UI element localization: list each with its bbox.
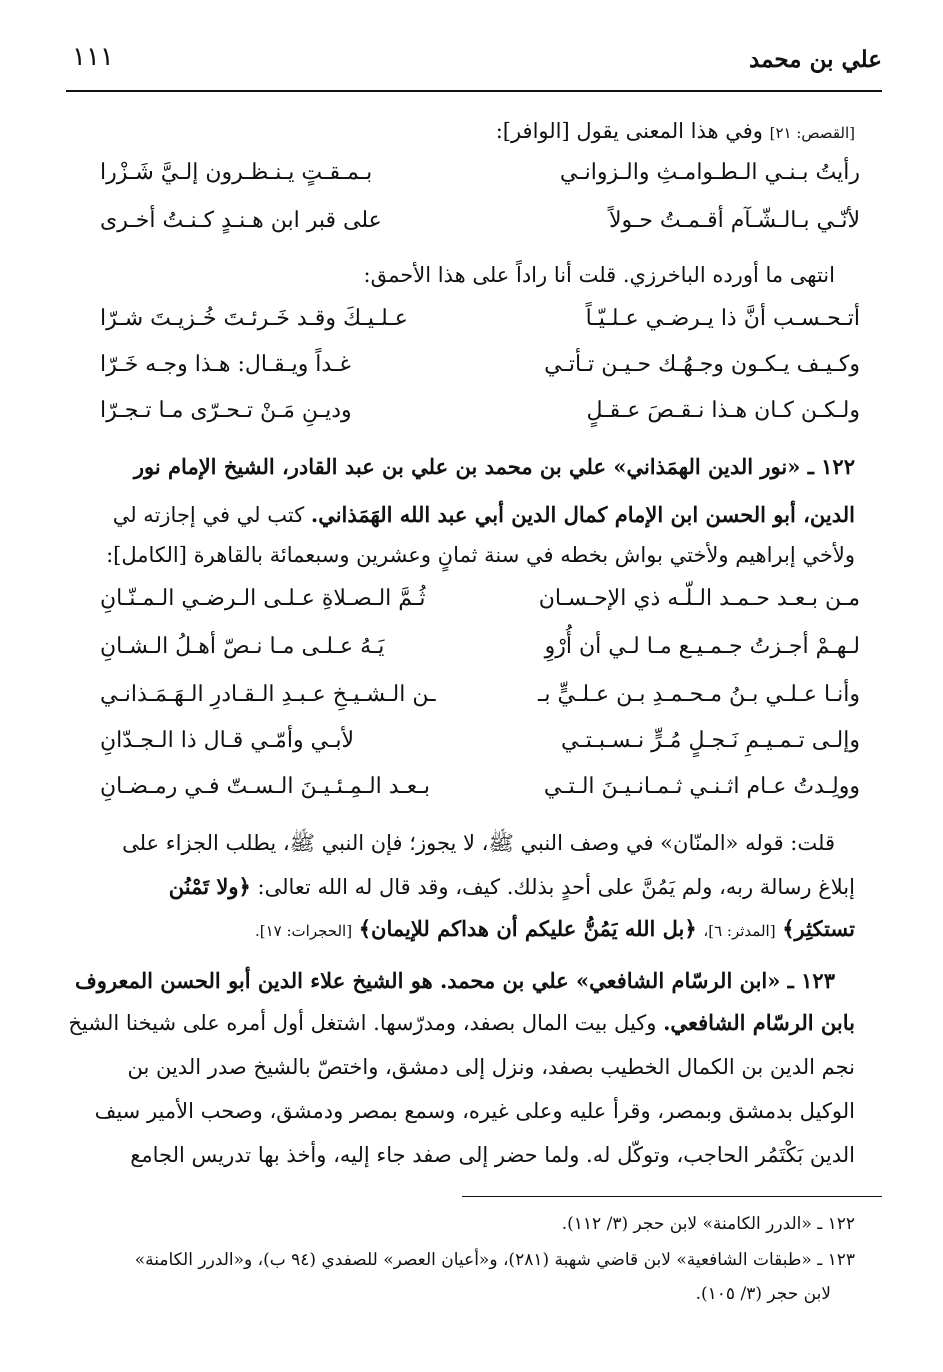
paragraph-line bbox=[169, 872, 855, 902]
verse-first-hemistich: وولِـدتُ عـام اثـنـي ثـمـانـيـنَ الـتـي bbox=[543, 774, 860, 799]
verse-second-hemistich: عـلـيـكَ وقـد خَـرئـتَ خُـزيـتَ شـرّا bbox=[100, 306, 408, 331]
entry-123-text: وكيل بيت المال بصفد، ومدرّسها. اشتغل أول أمره على شيخنا الشيخ bbox=[68, 1011, 657, 1035]
verse bbox=[66, 352, 882, 392]
verse-second-hemistich: وديـنِ مَـنْ تـحـرّى مـا تـجـرّا bbox=[100, 398, 352, 423]
verse-first-hemistich: مـن بـعـد حـمـد الـلّـه ذي الإحـسـان bbox=[538, 586, 860, 611]
intro-text: وفي هذا المعنى يقول [الوافر]: bbox=[495, 119, 763, 143]
verse-second-hemistich: على قبر ابن هـنـدٍ كـنـتُ أخـرى bbox=[100, 208, 382, 233]
entry-123-heading: ١٢٣ ـ «ابن الرسّام الشافعي» علي بن محمد. هو الشيخ علاء الدين أبو الحسن المعروف bbox=[74, 968, 835, 993]
intro-line bbox=[496, 116, 855, 148]
quran-citation: [القصص: ٢١] bbox=[769, 124, 855, 142]
footnote-divider bbox=[462, 1196, 882, 1197]
verse-first-hemistich: أتـحـسـب أنَّ ذا يـرضـي عـلـيّـاً bbox=[585, 306, 860, 331]
footnote-122: ١٢٢ ـ «الدرر الكامنة» لابن حجر (٣/ ١١٢). bbox=[561, 1214, 855, 1234]
verse bbox=[66, 586, 882, 626]
verse bbox=[66, 398, 882, 438]
verse-first-hemistich: وكـيـف يـكـون وجـهُـك حـيـن تـأتـي bbox=[544, 352, 860, 377]
quran-quote: ﴿بل الله يَمُنُّ عليكم أن هداكم للإيمان﴾ bbox=[358, 916, 697, 941]
verse-second-hemistich: ـن الـشـيـخِ عـبـدِ الـقـادرِ الـهَـمَـذانـي bbox=[100, 682, 436, 707]
verse bbox=[66, 774, 882, 814]
page-number: ١١١ bbox=[72, 42, 114, 72]
entry-122-name: الدين، أبو الحسن ابن الإمام كمال الدين أبي عبد الله الهَمَذاني. bbox=[310, 502, 855, 527]
entry-123-line: نجم الدين بن الكمال الخطيب بصفد، ونزل إلى دمشق، واختصّ بالشيخ صدر الدين بن bbox=[127, 1055, 855, 1079]
verse bbox=[66, 682, 882, 722]
footnote-123: ١٢٣ ـ «طبقات الشافعية» لابن قاضي شهبة (٢٨١)، و«أعيان العصر» للصفدي (٩٤ ب)، و«الدرر الكامنة» bbox=[134, 1250, 855, 1270]
verse bbox=[66, 306, 882, 346]
verse-first-hemistich: ولـكـن كـان هـذا نـقـصَ عـقـلٍ bbox=[586, 398, 860, 423]
entry-123-line: الدين بَكْتَمُر الحاجب، وتوكّل له. ولما حضر إلى صفد جاء إليه، وأخذ بها تدريس الجامع bbox=[130, 1143, 855, 1167]
verse-second-hemistich: بـمـقـتٍ يـنـظـرون إلـيَّ شَـزْرا bbox=[100, 160, 373, 185]
entry-122-line: ولأخي إبراهيم ولأختي بواش بخطه في سنة ثمانٍ وعشرين وسبعمائة بالقاهرة [الكامل]: bbox=[106, 543, 855, 567]
paragraph-line bbox=[255, 914, 855, 946]
quran-quote: ﴿ولا تَمْنُن bbox=[168, 874, 251, 899]
entry-123-line: الوكيل بدمشق وبمصر، وقرأ عليه وعلى غيره، وسمع بمصر ودمشق، وصحب الأمير سيف bbox=[94, 1099, 855, 1123]
verse-second-hemistich: يَـهُ عـلـى مـا نـصّ أهـلُ الـشـانِ bbox=[100, 634, 385, 659]
quran-citation: [الحجرات: ١٧]. bbox=[254, 922, 353, 940]
verse-first-hemistich: لـهـمْ أجـزتُ جـمـيـع مـا لـي أن أُرْوِ bbox=[544, 634, 860, 659]
entry-122-text: كتب لي في إجازته لي bbox=[112, 503, 305, 527]
quran-citation: [المدثر: ٦]، bbox=[703, 922, 776, 940]
entry-122-line bbox=[113, 500, 855, 530]
running-title: علي بن محمد bbox=[749, 46, 882, 73]
verse-second-hemistich: غـداً ويـقـال: هـذا وجـه خَـرّا bbox=[100, 352, 351, 377]
verse-second-hemistich: بـعـد الـمِـئـيـنَ الـسـتّ فـي رمـضـانِ bbox=[100, 774, 430, 799]
paragraph-line: قلت: قوله «المنّان» في وصف النبي ﷺ، لا يجوز؛ فإن النبي ﷺ، يطلب الجزاء على bbox=[122, 831, 835, 855]
footnote-123-continued: لابن حجر (٣/ ١٠٥). bbox=[695, 1284, 831, 1304]
verse-first-hemistich: لأنّـي بـالـشّـآم أقـمـتُ حـولاً bbox=[608, 208, 860, 233]
verse bbox=[66, 634, 882, 674]
verse bbox=[66, 160, 882, 200]
entry-123-line bbox=[68, 1008, 855, 1038]
entry-123-name: بابن الرسّام الشافعي. bbox=[663, 1010, 855, 1035]
verse-second-hemistich: ثُـمَّ الـصـلاةِ عـلـى الـرضـي الـمـنّـانِ bbox=[100, 586, 426, 611]
quran-quote: تستكثِر﴾ bbox=[782, 916, 855, 941]
entry-122-heading: ١٢٢ ـ «نور الدين الهمَذاني» علي بن محمد بن علي بن عبد القادر، الشيخ الإمام نور bbox=[133, 454, 855, 479]
paragraph-line: انتهى ما أورده الباخرزي. قلت أنا راداً على هذا الأحمق: bbox=[363, 263, 835, 287]
verse-first-hemistich: رأيتُ بـنـي الـطـوامـثِ والـزوانـي bbox=[559, 160, 860, 185]
verse bbox=[66, 208, 882, 248]
paragraph-text: إبلاغ رسالة ربه، ولم يَمُنَّ على أحدٍ بذلك. كيف، وقد قال له الله تعالى: bbox=[257, 875, 855, 899]
verse-first-hemistich: وإلـى تـمـيـمِ نَـجـلٍ مُـرٍّ نـسـبـتـي bbox=[560, 728, 860, 753]
page-header bbox=[66, 36, 882, 90]
verse-second-hemistich: لأبـي وأمّـي قـال ذا الـجـدّانِ bbox=[100, 728, 355, 753]
header-divider bbox=[66, 90, 882, 92]
verse bbox=[66, 728, 882, 768]
verse-first-hemistich: وأنـا عـلـي بـنُ مـحـمـدِ بـن عـلـيٍّ بـ bbox=[537, 682, 860, 707]
